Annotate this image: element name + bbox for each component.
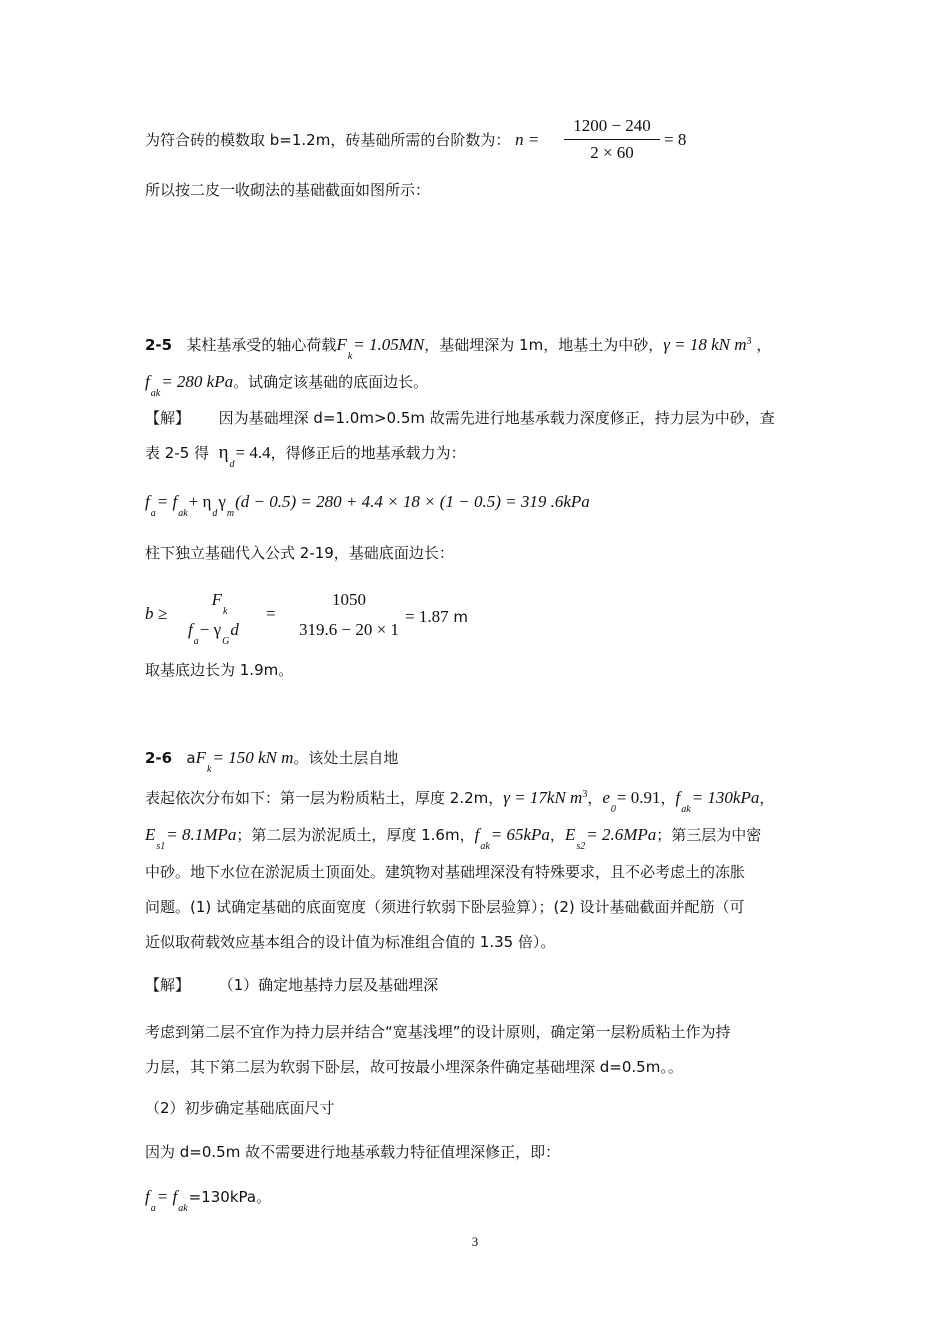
symbol: e: [602, 788, 610, 807]
symbol: γ: [218, 492, 226, 511]
symbol: F: [336, 335, 347, 354]
symbol: f: [145, 372, 150, 391]
text-line: 中砂。地下水位在淤泥质土顶面处。建筑物对基础埋深没有特殊要求，且不必考虑土的冻胀: [145, 863, 746, 881]
equation-lhs: b ≥: [145, 604, 168, 623]
subscript: ak: [150, 388, 161, 399]
text: ，: [587, 789, 603, 807]
equation-rhs: = 8: [664, 130, 687, 149]
symbol: + η: [188, 492, 212, 511]
value: = 280 kPa: [161, 372, 234, 391]
value: = 65kPa: [490, 825, 550, 844]
text-line: 取基底边长为 1.9m。: [145, 661, 294, 679]
value: = 1.05MN: [353, 335, 425, 354]
text-line: 柱下独立基础代入公式 2-19，基础底面边长：: [145, 544, 454, 562]
subscript: ak: [681, 804, 691, 815]
symbol: f: [145, 1187, 150, 1206]
text: ，得修正后的地基承载力为：: [270, 444, 466, 462]
solution-label: 【解】: [145, 976, 191, 994]
subscript: d: [212, 508, 218, 519]
subscript: m: [226, 508, 235, 519]
page-number: 3: [471, 1234, 479, 1249]
symbol: E: [564, 825, 576, 844]
text: ；第二层为淤泥质土，厚度 1.6m，: [236, 826, 475, 844]
fraction-numerator: [190, 590, 250, 617]
fraction-denominator: 319.6 − 20 × 1: [299, 620, 399, 639]
text: （1）确定地基持力层及基础埋深: [218, 976, 439, 994]
fraction-denominator: [188, 620, 268, 647]
equation-body: (d − 0.5) = 280 + 4.4 × 18 × (1 − 0.5) = 319 .6kPa: [235, 492, 590, 511]
problem-2-6-line2: [145, 788, 775, 815]
symbol: = f: [156, 492, 178, 511]
text: 因为基础埋深 d=1.0m>0.5m 故需先进行地基承载力深度修正，持力层为中砂，查: [218, 409, 775, 427]
symbol: d: [230, 620, 239, 639]
text: 为符合砖的模数取 b=1.2m，砖基础所需的台阶数为：: [145, 131, 511, 149]
fraction-bar: [564, 139, 660, 140]
value: = 1.87: [405, 607, 449, 626]
symbol: f: [474, 825, 480, 844]
problem-label: 2-5: [145, 336, 173, 354]
text-line: 问题。(1) 试确定基础的底面宽度（须进行软弱下卧层验算）；(2) 设计基础截面并配筋（可: [145, 898, 745, 916]
text-line: [145, 442, 466, 470]
value: γ = 17kN m: [503, 788, 583, 807]
value: = 2.6MPa: [586, 825, 657, 844]
solution-line: [145, 975, 438, 995]
subscript: s1: [156, 841, 166, 852]
text: ；第三层为中密: [656, 826, 762, 844]
text: 某柱基承受的轴心荷载: [186, 336, 337, 354]
text: 表起依次分布如下：第一层为粉质粘土，厚度 2.2m，: [145, 789, 504, 807]
value: = 8.1MPa: [166, 825, 237, 844]
problem-2-5-line1: [145, 335, 772, 362]
text-line: 所以按二皮一收砌法的基础截面如图所示：: [145, 181, 431, 199]
text: ，: [660, 789, 676, 807]
superscript: 3: [746, 336, 752, 347]
value: = 0.91: [616, 788, 661, 807]
text: 表 2-5 得: [145, 444, 210, 462]
solution-line: [145, 408, 775, 428]
value: =130kPa。: [188, 1188, 272, 1206]
subscript: k: [222, 606, 228, 617]
unit: m: [448, 608, 468, 626]
subscript: ak: [480, 841, 490, 852]
text: 。试确定该基础的底面边长。: [233, 373, 429, 391]
subscript: ak: [178, 508, 188, 519]
equation-result: [405, 607, 468, 627]
text-line: （2）初步确定基础底面尺寸: [145, 1099, 335, 1117]
subscript: a: [150, 508, 156, 519]
superscript: 3: [582, 789, 588, 800]
text: a: [186, 749, 196, 767]
symbol: η: [218, 442, 229, 463]
subscript: d: [229, 459, 235, 470]
text: ，: [759, 789, 775, 807]
value: γ = 18 kN m: [663, 335, 747, 354]
text-line: 因为 d=0.5m 故不需要进行地基承载力特征值埋深修正，即：: [145, 1143, 561, 1161]
symbol: = f: [156, 1187, 178, 1206]
symbol: E: [145, 825, 156, 844]
symbol: F: [195, 748, 207, 767]
text-line: [145, 130, 539, 150]
value: = 4.4: [235, 443, 271, 462]
text: 。该处土层自地: [293, 749, 399, 767]
fraction-numerator: 1200 − 240: [573, 116, 651, 135]
text: ，: [549, 826, 565, 844]
equation-lhs: n =: [515, 130, 540, 149]
text-line: 近似取荷载效应基本组合的设计值为标准组合值的 1.35 倍）。: [145, 933, 556, 951]
value: = 130kPa: [691, 788, 760, 807]
symbol: − γ: [199, 620, 222, 639]
subscript: k: [347, 351, 353, 362]
text: ，基础埋深为 1m，地基土为中砂，: [424, 336, 664, 354]
subscript: s2: [576, 841, 586, 852]
symbol: f: [675, 788, 681, 807]
text-line: 力层，其下第二层为软弱下卧层，故可按最小埋深条件确定基础埋深 d=0.5m。。: [145, 1058, 683, 1076]
subscript: a: [150, 1203, 156, 1214]
value: = 150 kN m: [212, 748, 294, 767]
solution-label: 【解】: [145, 409, 191, 427]
fraction-numerator: 1050: [332, 590, 366, 609]
subscript: k: [207, 764, 212, 775]
text: ，: [756, 336, 772, 354]
problem-label: 2-6: [145, 749, 173, 767]
subscript: G: [222, 636, 230, 647]
problem-2-6-line1: [145, 748, 399, 775]
subscript: a: [193, 636, 199, 647]
equals: =: [266, 604, 276, 623]
subscript: 0: [610, 804, 616, 815]
text-line: 考虑到第二层不宜作为持力层并结合“宽基浅埋”的设计原则，确定第一层粉质粘土作为持: [145, 1023, 731, 1041]
fraction-denominator: 2 × 60: [590, 143, 634, 162]
symbol: f: [188, 620, 193, 639]
equation-fa-fak: [145, 1187, 272, 1214]
equation-fa: [145, 492, 590, 519]
problem-2-6-line3: [145, 825, 762, 852]
symbol: F: [211, 590, 222, 609]
symbol: f: [145, 492, 150, 511]
subscript: ak: [178, 1203, 188, 1214]
problem-2-5-line2: [145, 372, 429, 399]
